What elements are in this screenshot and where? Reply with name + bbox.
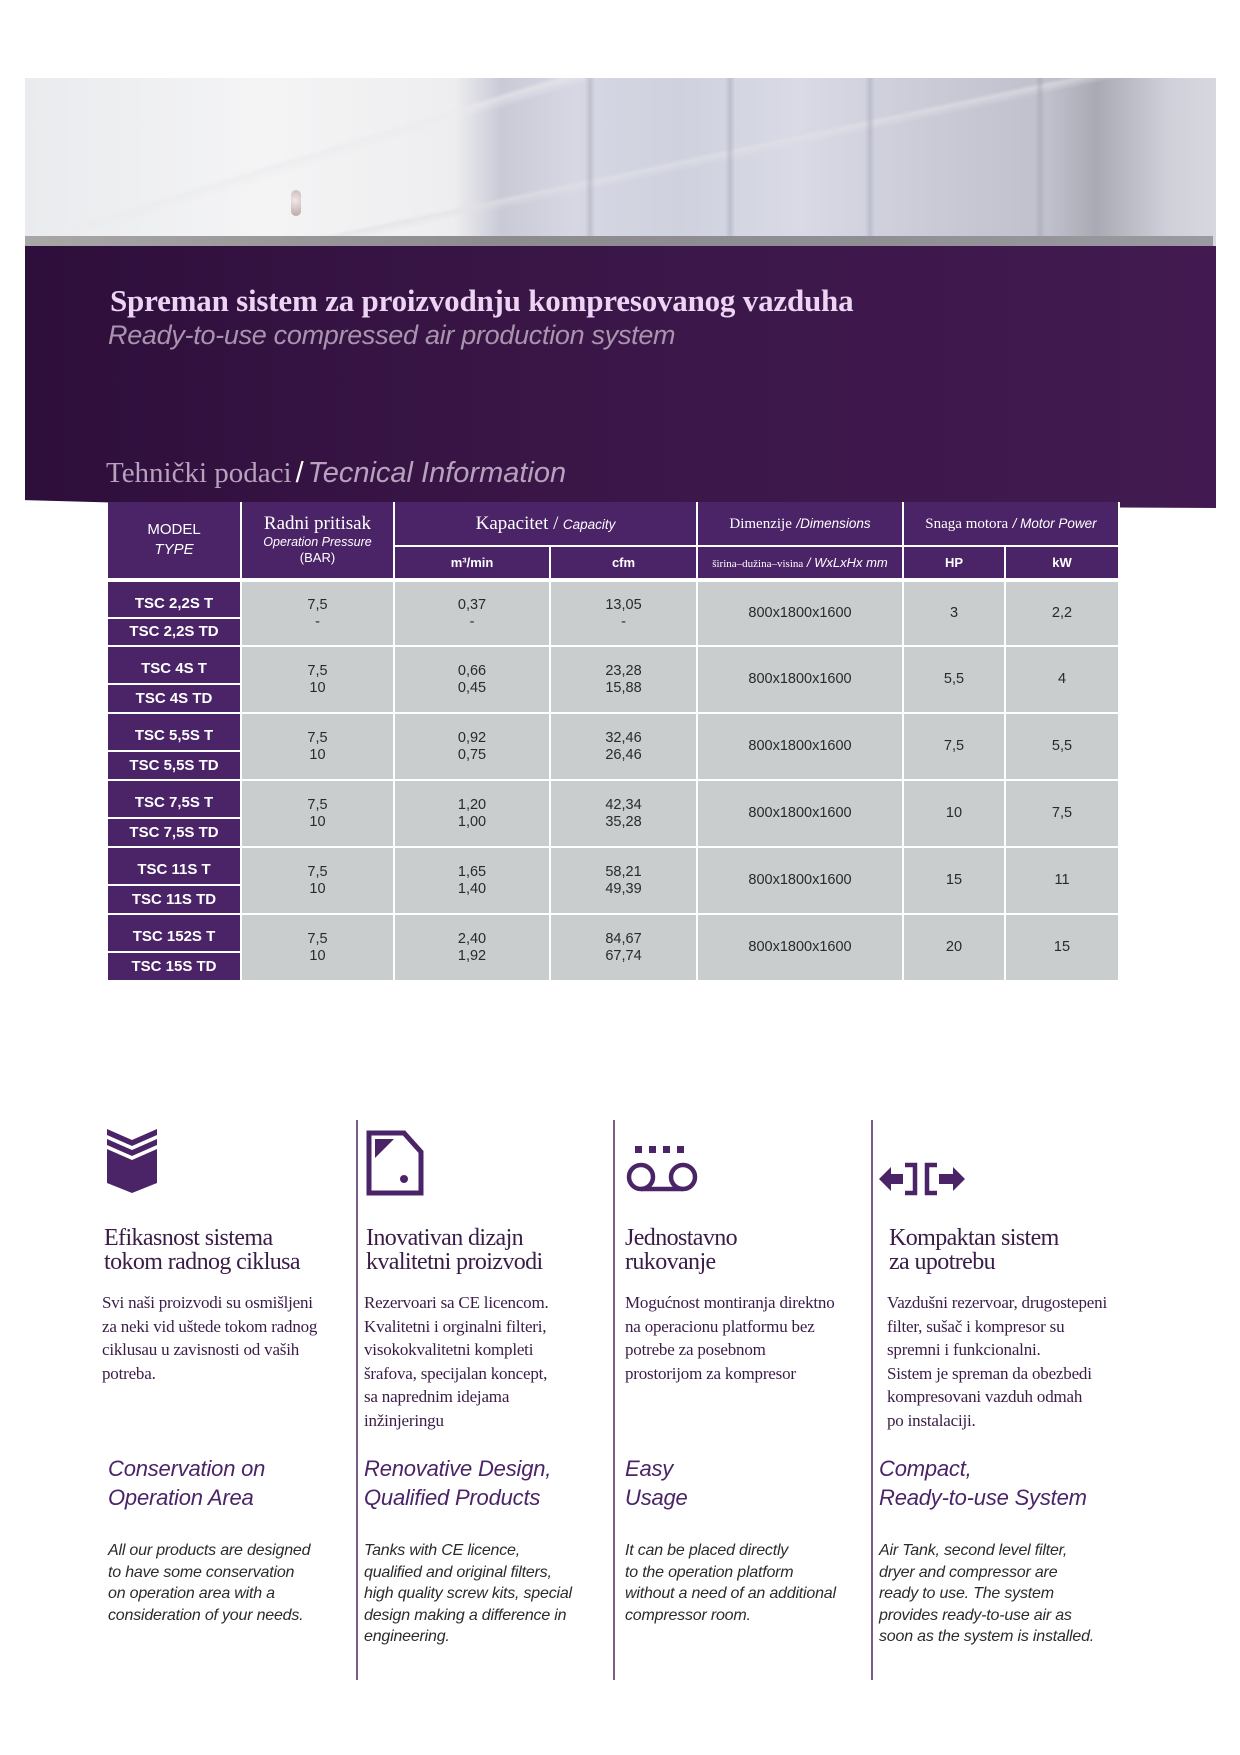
header-pressure-sr: Radni pritisak — [263, 513, 372, 534]
feature-desc-en: Air Tank, second level filter, dryer and compressor are ready to use. The system provides ready-to-use air as soon as the system is installed. — [879, 1542, 1095, 1645]
header-dimensions-sub-en: / WxLxHx mm — [803, 555, 888, 570]
model-t: TSC 5,5S T — [108, 714, 240, 750]
m3min-td: - — [469, 613, 475, 630]
pressure-td: 10 — [309, 813, 326, 830]
dimensions-cell: 800x1800x1600 — [698, 915, 904, 982]
kw-cell: 4 — [1006, 647, 1120, 714]
header-model-label: MODEL — [147, 521, 201, 538]
m3min-td: 1,00 — [457, 813, 487, 830]
cfm-cell — [551, 647, 698, 714]
model-td: TSC 5,5S TD — [108, 750, 240, 780]
table-row — [108, 848, 1120, 915]
m3min-t: 0,92 — [457, 729, 487, 746]
spec-table — [108, 502, 1120, 982]
m3min-cell — [395, 848, 551, 915]
pressure-td: 10 — [309, 679, 326, 696]
page-subtitle: Ready-to-use compressed air production system — [108, 320, 676, 350]
cfm-cell — [551, 781, 698, 848]
cfm-cell — [551, 714, 698, 781]
compact-arrows-icon — [879, 1146, 965, 1212]
pressure-t: 7,5 — [307, 863, 328, 880]
dimensions-cell: 800x1800x1600 — [698, 714, 904, 781]
header-dimensions — [698, 502, 904, 547]
header-dimensions-sub — [698, 547, 904, 580]
header-dimensions-en: /Dimensions — [796, 515, 871, 531]
feature-desc-en: It can be placed directly to the operation platform without a need of an additional compressor room. — [625, 1542, 836, 1624]
feature-title-en: Easy Usage — [625, 1456, 688, 1510]
header-m3min: m³/min — [395, 547, 551, 580]
model-cell — [108, 781, 242, 848]
tech-heading-en: Tecnical Information — [307, 457, 567, 489]
feature-title-sr: Jednostavno rukovanje — [625, 1225, 738, 1275]
pressure-t: 7,5 — [307, 729, 328, 746]
model-t: TSC 152S T — [108, 915, 240, 951]
m3min-cell — [395, 915, 551, 982]
model-td: TSC 7,5S TD — [108, 817, 240, 847]
header-capacity — [395, 502, 698, 547]
m3min-td: 1,92 — [457, 947, 487, 964]
model-t: TSC 11S T — [108, 848, 240, 884]
pressure-cell — [242, 781, 395, 848]
feature-efficiency — [96, 1120, 354, 1680]
pressure-td: - — [315, 613, 320, 630]
chevron-shield-icon — [106, 1128, 158, 1194]
pressure-cell — [242, 714, 395, 781]
pressure-t: 7,5 — [307, 596, 328, 613]
feature-desc-sr: Mogućnost montiranja direktno na operacionu platformu bez potrebe za posebnom prostorijom za kompresor — [625, 1293, 835, 1383]
cabinet-knob — [291, 190, 301, 216]
dimensions-cell: 800x1800x1600 — [698, 781, 904, 848]
feature-title-sr: Kompaktan sistem za upotrebu — [889, 1225, 1059, 1275]
features-section — [96, 1120, 1141, 1680]
header-dimensions-sub-sr: širina–dužina–visina — [712, 558, 804, 570]
tech-heading-separator: / — [295, 457, 304, 489]
feature-desc-en: Tanks with CE licence, qualified and original filters, high quality screw kits, special design making a difference in engineering. — [364, 1542, 572, 1645]
cfm-t: 32,46 — [605, 729, 642, 746]
feature-desc-sr: Svi naši proizvodi su osmišljeni za neki vid uštede tokom radnog ciklusau u zavisnosti od vaših potreba. — [102, 1293, 318, 1383]
table-row — [108, 647, 1120, 714]
model-td: TSC 4S TD — [108, 683, 240, 713]
feature-title-en: Renovative Design, Qualified Products — [364, 1456, 552, 1510]
cfm-t: 13,05 — [605, 596, 642, 613]
header-dimensions-sr: Dimenzije — [729, 515, 792, 532]
document-icon — [366, 1130, 424, 1196]
m3min-cell — [395, 714, 551, 781]
cfm-td: 35,28 — [605, 813, 642, 830]
pressure-cell — [242, 580, 395, 647]
feature-desc-en: All our products are designed to have some conservation on operation area with a consideration of your needs. — [108, 1542, 311, 1624]
cfm-td: 26,46 — [605, 746, 642, 763]
cfm-t: 84,67 — [605, 930, 642, 947]
header-model — [108, 502, 242, 580]
hp-cell: 10 — [904, 781, 1006, 848]
m3min-cell — [395, 781, 551, 848]
pressure-t: 7,5 — [307, 662, 328, 679]
cfm-td: 49,39 — [605, 880, 642, 897]
model-cell — [108, 647, 242, 714]
cfm-td: 67,74 — [605, 947, 642, 964]
dimensions-cell: 800x1800x1600 — [698, 848, 904, 915]
model-cell — [108, 580, 242, 647]
model-cell — [108, 915, 242, 982]
pressure-cell — [242, 848, 395, 915]
model-td: TSC 11S TD — [108, 884, 240, 914]
hp-cell: 20 — [904, 915, 1006, 982]
feature-title-en: Compact, Ready-to-use System — [879, 1456, 1087, 1510]
pressure-t: 7,5 — [307, 796, 328, 813]
model-td: TSC 2,2S TD — [108, 617, 240, 646]
header-pressure — [242, 502, 395, 580]
kw-cell: 15 — [1006, 915, 1120, 982]
feature-title-sr: Efikasnost sistema tokom radnog ciklusa — [104, 1225, 300, 1275]
model-t: TSC 4S T — [108, 647, 240, 683]
pressure-td: 10 — [309, 746, 326, 763]
hero-photo — [25, 78, 1216, 248]
header-capacity-sr: Kapacitet / — [475, 512, 559, 534]
m3min-t: 1,65 — [457, 863, 487, 880]
pressure-td: 10 — [309, 947, 326, 964]
table-row — [108, 915, 1120, 982]
header-pressure-en: Operation Pressure — [263, 535, 372, 549]
feature-desc-sr: Rezervoari sa CE licencom. Kvalitetni i orginalni filteri, visokokvalitetni kompleti šrafova, specijalan koncept, sa naprednim idejama inžinjeringu — [364, 1293, 549, 1430]
feature-title-sr: Inovativan dizajn kvalitetni proizvodi — [366, 1225, 543, 1275]
model-t: TSC 2,2S T — [108, 582, 240, 617]
kw-cell: 2,2 — [1006, 580, 1120, 647]
header-type-label: TYPE — [154, 541, 194, 558]
model-cell — [108, 714, 242, 781]
pressure-t: 7,5 — [307, 930, 328, 947]
m3min-td: 0,75 — [457, 746, 487, 763]
tech-heading-sr: Tehnički podaci — [106, 457, 292, 489]
model-td: TSC 15S TD — [108, 951, 240, 981]
cfm-cell — [551, 915, 698, 982]
hp-cell: 5,5 — [904, 647, 1006, 714]
m3min-td: 1,40 — [457, 880, 487, 897]
hp-cell: 15 — [904, 848, 1006, 915]
tech-info-heading — [106, 457, 566, 490]
page-title: Spreman sistem za proizvodnju kompresovanog vazduha — [110, 283, 854, 318]
header-hp: HP — [904, 547, 1006, 580]
table-row — [108, 781, 1120, 848]
header-kw: kW — [1006, 547, 1120, 580]
dimensions-cell: 800x1800x1600 — [698, 580, 904, 647]
header-motor-power — [904, 502, 1120, 547]
header-capacity-en: Capacity — [562, 516, 616, 532]
header-power-sr: Snaga motora — [925, 515, 1009, 532]
m3min-td: 0,45 — [457, 679, 487, 696]
feature-easy-usage — [613, 1120, 871, 1680]
table-row — [108, 714, 1120, 781]
model-cell — [108, 848, 242, 915]
header-power-en: / Motor Power — [1012, 515, 1097, 531]
cfm-td: 15,88 — [605, 679, 642, 696]
m3min-t: 2,40 — [457, 930, 487, 947]
kw-cell: 5,5 — [1006, 714, 1120, 781]
pressure-cell — [242, 915, 395, 982]
feature-desc-sr: Vazdušni rezervoar, drugostepeni filter, sušač i kompresor su spremni i funkcionalni. Sistem je spreman da obezbedi kompresovani vazduh odmah po instalaciji. — [887, 1293, 1107, 1430]
table-row — [108, 580, 1120, 647]
m3min-t: 1,20 — [457, 796, 487, 813]
cfm-t: 42,34 — [605, 796, 642, 813]
cfm-t: 23,28 — [605, 662, 642, 679]
cfm-td: - — [621, 613, 626, 630]
cfm-cell — [551, 580, 698, 647]
cfm-t: 58,21 — [605, 863, 642, 880]
hp-cell: 3 — [904, 580, 1006, 647]
m3min-cell — [395, 580, 551, 647]
m3min-cell — [395, 647, 551, 714]
pressure-cell — [242, 647, 395, 714]
hp-cell: 7,5 — [904, 714, 1006, 781]
feature-title-en: Conservation on Operation Area — [108, 1456, 266, 1510]
kw-cell: 11 — [1006, 848, 1120, 915]
model-t: TSC 7,5S T — [108, 781, 240, 817]
feature-compact — [871, 1120, 1141, 1680]
m3min-t: 0,37 — [457, 596, 487, 613]
pressure-td: 10 — [309, 880, 326, 897]
m3min-t: 0,66 — [457, 662, 487, 679]
tape-reels-icon — [625, 1136, 701, 1202]
header-cfm: cfm — [551, 547, 698, 580]
kw-cell: 7,5 — [1006, 781, 1120, 848]
header-pressure-unit: (BAR) — [299, 550, 336, 565]
feature-design — [356, 1120, 613, 1680]
dimensions-cell: 800x1800x1600 — [698, 647, 904, 714]
cfm-cell — [551, 848, 698, 915]
